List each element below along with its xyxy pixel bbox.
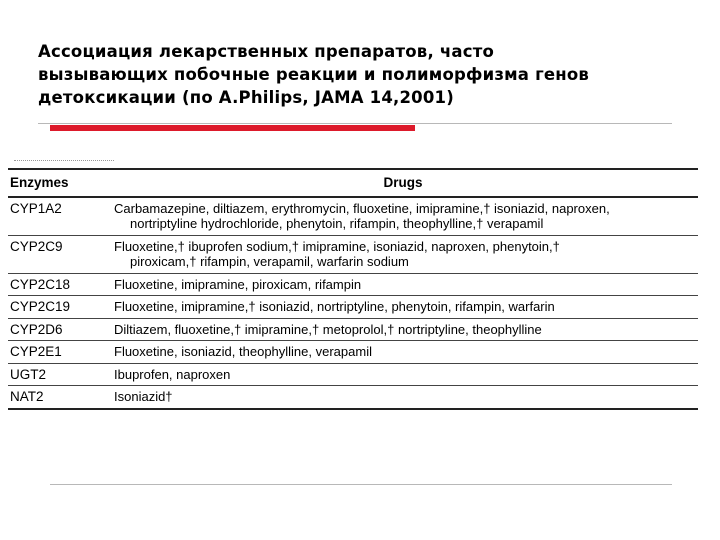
- footer-divider-line: [50, 484, 672, 485]
- drugs-cell: [108, 197, 698, 236]
- drugs-cell: [108, 341, 698, 364]
- enzyme-cell: CYP2C18: [8, 273, 108, 296]
- enzyme-cell: CYP2E1: [8, 341, 108, 364]
- drugs-line-1: Carbamazepine, diltiazem, erythromycin, fluoxetine, imipramine,† isoniazid, naproxen,: [114, 200, 610, 216]
- table-body: [8, 197, 698, 409]
- drugs-cell: [108, 363, 698, 386]
- drugs-line-1: Diltiazem, fluoxetine,† imipramine,† metoprolol,† nortriptyline, theophylline: [114, 321, 542, 337]
- drugs-line-1: Fluoxetine,† ibuprofen sodium,† imipramine, isoniazid, naproxen, phenytoin,†: [114, 238, 560, 254]
- drugs-cell: [108, 318, 698, 341]
- drugs-line-1: Ibuprofen, naproxen: [114, 366, 231, 382]
- drugs-line-1: Fluoxetine, imipramine,† isoniazid, nortriptyline, phenytoin, rifampin, warfarin: [114, 299, 555, 314]
- enzyme-cell: CYP1A2: [8, 197, 108, 236]
- enzyme-cell: CYP2C19: [8, 296, 108, 319]
- drugs-cell: [108, 296, 698, 319]
- title-line-3: детоксикации (по A.Philips, JAMA 14,2001): [38, 88, 454, 107]
- table-row: [8, 363, 698, 386]
- drugs-cell: [108, 235, 698, 273]
- header-drugs: Drugs: [108, 169, 698, 197]
- drugs-line-2: piroxicam,† rifampin, verapamil, warfarin sodium: [130, 254, 409, 269]
- table-row: [8, 318, 698, 341]
- table-row: [8, 273, 698, 296]
- enzyme-cell: UGT2: [8, 363, 108, 386]
- table-row: [8, 235, 698, 273]
- table-row: [8, 386, 698, 409]
- header-enzymes: Enzymes: [8, 169, 108, 197]
- table-header-row: [8, 169, 698, 197]
- title-line-2: вызывающих побочные реакции и полиморфизма генов: [38, 65, 590, 84]
- enzyme-cell: NAT2: [8, 386, 108, 409]
- drugs-line-1: Fluoxetine, imipramine, piroxicam, rifampin: [114, 276, 362, 292]
- table-image-region: [8, 160, 698, 422]
- drugs-cell: [108, 273, 698, 296]
- title-divider-line: [38, 123, 672, 124]
- red-accent-bar: [50, 125, 415, 131]
- table-row: [8, 296, 698, 319]
- drugs-cell: [108, 386, 698, 409]
- enzyme-drug-table: [8, 168, 698, 410]
- slide-title: [38, 40, 698, 109]
- drugs-line-2: nortriptyline hydrochloride, phenytoin, rifampin, theophylline,† verapamil: [130, 216, 544, 231]
- title-line-1: Ассоциация лекарственных препаратов, часто: [38, 42, 495, 61]
- table-row: [8, 197, 698, 236]
- drugs-line-1: Isoniazid†: [114, 389, 173, 404]
- table-row: [8, 341, 698, 364]
- enzyme-cell: CYP2C9: [8, 235, 108, 273]
- scan-artifact: [14, 160, 114, 163]
- enzyme-cell: CYP2D6: [8, 318, 108, 341]
- drugs-line-1: Fluoxetine, isoniazid, theophylline, verapamil: [114, 344, 372, 359]
